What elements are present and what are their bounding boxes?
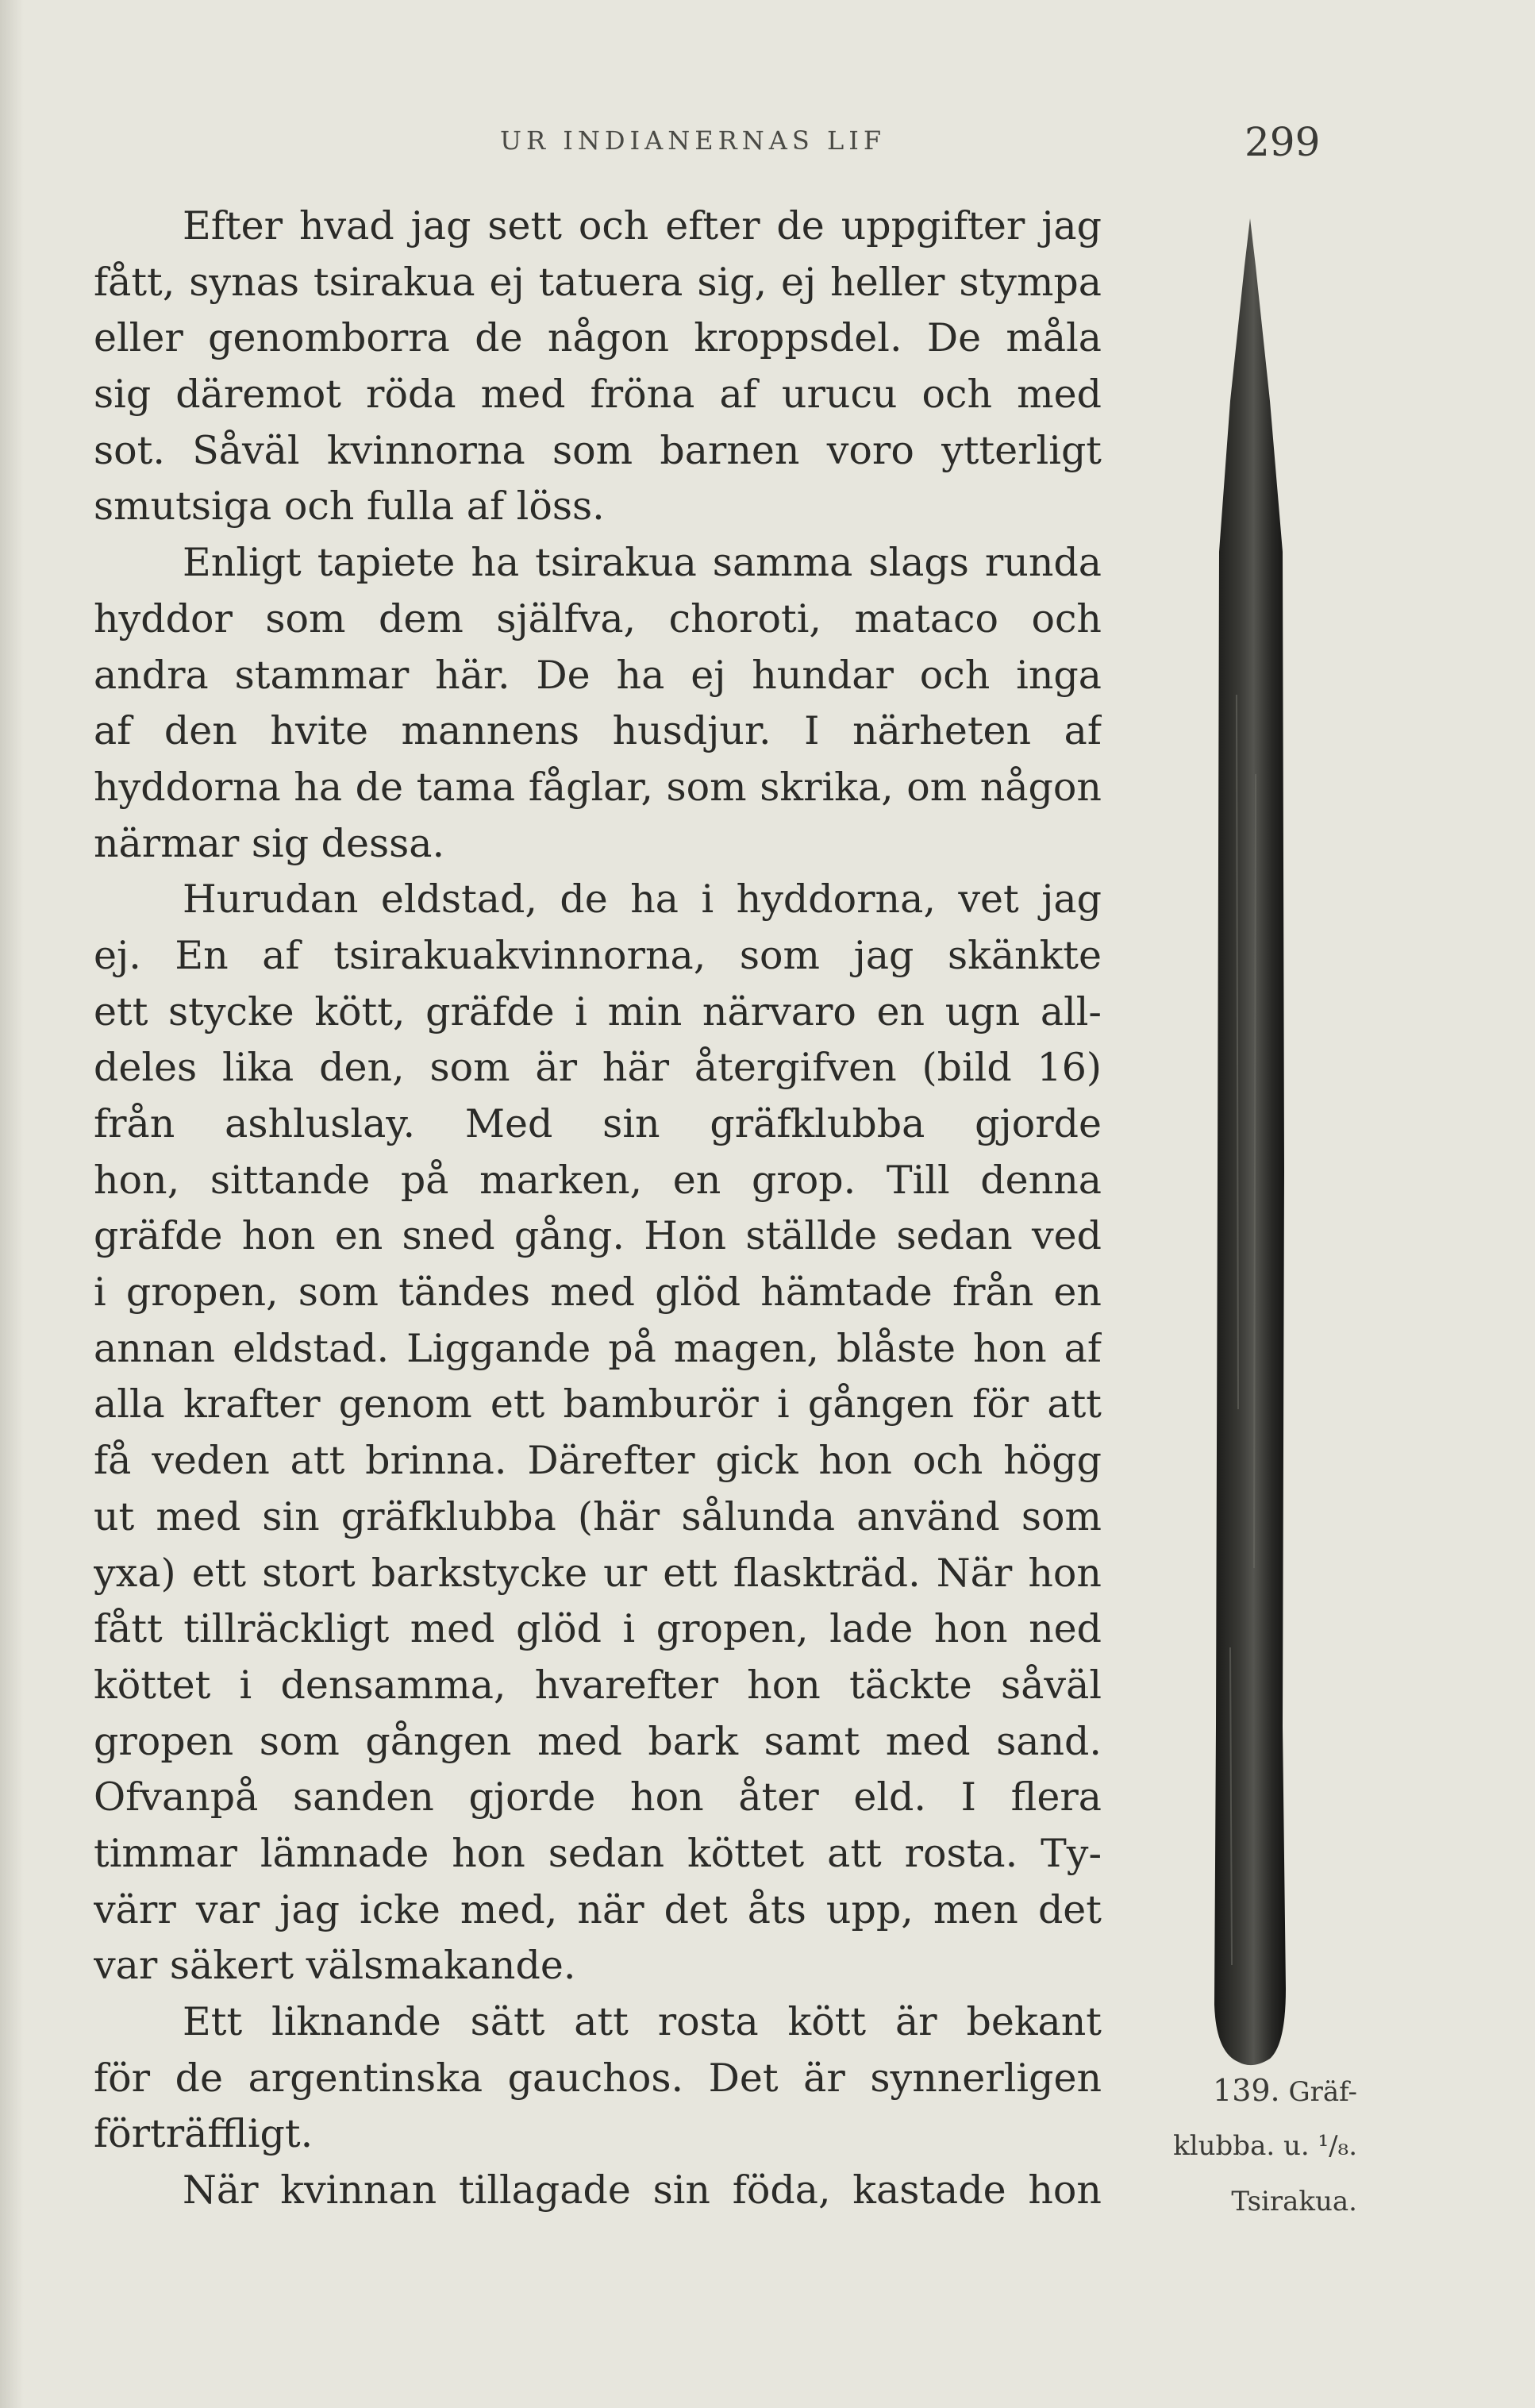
text-line: få veden att brinna. Därefter gick hon och högg bbox=[94, 1438, 1102, 1484]
text-line: smutsiga och fulla af löss. bbox=[94, 484, 605, 530]
text-line: hyddorna ha de tama fåglar, som skrika, om någon bbox=[94, 764, 1102, 810]
text-line: hyddor som dem själfva, choroti, mataco och bbox=[94, 595, 1102, 641]
text-line: värr var jag icke med, när det åts upp, men det bbox=[94, 1886, 1102, 1932]
text-line: Ofvanpå sanden gjorde hon åter eld. I flera bbox=[94, 1774, 1102, 1820]
text-line: i gropen, som tändes med glöd hämtade från en bbox=[94, 1269, 1102, 1316]
text-line: ej. En af tsirakuakvinnorna, som jag skänkte bbox=[94, 932, 1102, 978]
text-line: andra stammar här. De ha ej hundar och inga bbox=[94, 652, 1102, 698]
text-line: deles lika den, som är här återgifven (bild 16) bbox=[94, 1045, 1102, 1091]
text-line: hon, sittande på marken, en grop. Till denna bbox=[94, 1157, 1102, 1203]
running-head: UR INDIANERNAS LIF bbox=[500, 125, 887, 156]
caption-line-2: klubba. u. ¹/₈. bbox=[1173, 2130, 1357, 2162]
text-line: närmar sig dessa. bbox=[94, 820, 445, 866]
body-text bbox=[94, 198, 1102, 2219]
text-line: annan eldstad. Liggande på magen, blåste hon af bbox=[94, 1325, 1102, 1371]
caption-line-1 bbox=[1119, 2063, 1357, 2118]
text-line: Ett liknande sätt att rosta kött är bekant bbox=[183, 1999, 1102, 2044]
text-line: ett stycke kött, gräfde i min närvaro en ugn all- bbox=[94, 988, 1102, 1034]
text-line: sot. Såväl kvinnorna som barnen voro ytterligt bbox=[94, 427, 1102, 473]
text-line: från ashluslay. Med sin gräfklubba gjorde bbox=[94, 1101, 1102, 1146]
text-line: fått tillräckligt med glöd i gropen, lade hon ned bbox=[94, 1606, 1102, 1652]
text-line: af den hvite mannens husdjur. I närheten af bbox=[94, 708, 1102, 754]
text-line: eller genomborra de någon kroppsdel. De måla bbox=[94, 315, 1102, 361]
page-header bbox=[0, 119, 1535, 167]
text-line: gropen som gången med bark samt med sand. bbox=[94, 1718, 1102, 1764]
caption-line1-text: Gräf- bbox=[1288, 2076, 1357, 2108]
text-line: ut med sin gräfklubba (här sålunda använd som bbox=[94, 1493, 1102, 1539]
text-line: sig däremot röda med fröna af urucu och med bbox=[94, 372, 1102, 418]
caption-number: 139. bbox=[1213, 2073, 1280, 2108]
text-line: fått, synas tsirakua ej tatuera sig, ej heller stympa bbox=[94, 259, 1102, 305]
digging-club-illustration-icon bbox=[1206, 218, 1294, 2076]
text-line: Efter hvad jag sett och efter de uppgifter jag bbox=[183, 203, 1102, 249]
text-line: yxa) ett stort barkstycke ur ett flaskträd. När hon bbox=[94, 1550, 1102, 1596]
text-line: När kvinnan tillagade sin föda, kastade hon bbox=[183, 2167, 1102, 2213]
text-line: timmar lämnade hon sedan köttet att rosta. Ty- bbox=[94, 1830, 1102, 1876]
page-edge-shadow bbox=[0, 0, 24, 2408]
text-line: Enligt tapiete ha tsirakua samma slags runda bbox=[183, 540, 1102, 586]
text-line: förträffligt. bbox=[94, 2111, 314, 2157]
text-line: alla krafter genom ett bamburör i gången för att bbox=[94, 1381, 1102, 1427]
text-line: Hurudan eldstad, de ha i hyddorna, vet jag bbox=[183, 877, 1102, 923]
page-number: 299 bbox=[1245, 119, 1321, 165]
text-line: köttet i densamma, hvarefter hon täckte såväl bbox=[94, 1662, 1102, 1708]
text-line: gräfde hon en sned gång. Hon ställde sedan ved bbox=[94, 1213, 1102, 1259]
figure-caption bbox=[1119, 2063, 1357, 2229]
text-line: var säkert välsmakande. bbox=[94, 1943, 576, 1989]
text-line: för de argentinska gauchos. Det är synnerligen bbox=[94, 2055, 1102, 2101]
caption-line-3: Tsirakua. bbox=[1231, 2186, 1357, 2217]
